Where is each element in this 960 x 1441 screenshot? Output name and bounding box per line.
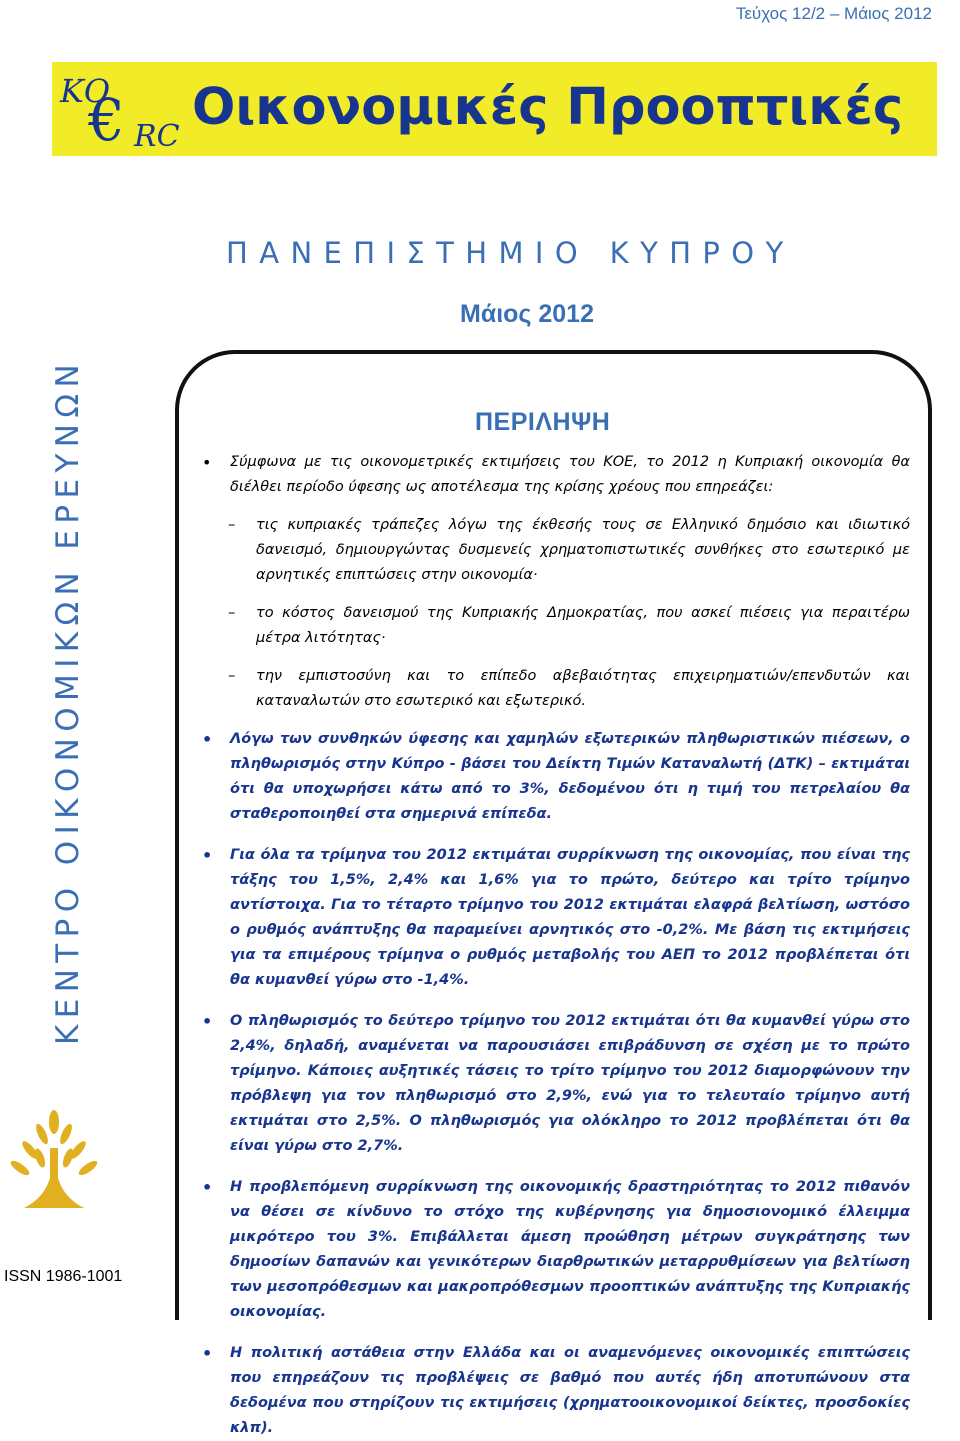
issn-number: ISSN 1986-1001 xyxy=(4,1268,123,1285)
bullet-item: • Για όλα τα τρίμηνα του 2012 εκτιμάται συρρίκνωση της οικονομίας, που είναι της τάξης του 1,5%, 2,4% και 1,6% για το πρώτο, δεύτερο και τρίτο τρίμηνο αντίστοιχα. Για το τέταρτο τρίμηνο του 2012 εκτιμάται ελαφρά βελτίωση, ωστόσο ο ρυθμός ανάπτυξης θα παραμείνει αρνητικός στο -0,2%. Με βάση τις εκτιμήσεις για τα επιμέρους τρίμηνα ο ρυθμός μεταβολής του ΑΕΠ το 2012 προβλέπεται ότι θα κυμανθεί γύρω στο -1,4%. xyxy=(200,843,910,993)
issue-label: Τεύχος 12/2 – Μάιος 2012 xyxy=(735,4,932,23)
university-name: ΠΑΝΕΠΙΣΤΗΜΙΟ ΚΥΠΡΟΥ xyxy=(226,236,795,270)
summary-intro: • Σύμφωνα με τις οικονομετρικές εκτιμήσεις του ΚΟΕ, το 2012 η Κυπριακή οικονομία θα διέλθει περίοδο ύφεσης ως αποτέλεσμα της κρίσης χρέους που επηρεάζει: xyxy=(200,450,910,500)
dash-item: – το κόστος δανεισμού της Κυπριακής Δημοκρατίας, που ασκεί πιέσεις για περαιτέρω μέτρα λιτότητας· xyxy=(200,601,910,651)
svg-text:ΚΟ: ΚΟ xyxy=(60,72,111,110)
publication-title: Οικονομικές Προοπτικές xyxy=(192,78,904,137)
svg-text:RC: RC xyxy=(134,119,180,154)
svg-text:€: € xyxy=(88,86,125,154)
summary-content xyxy=(200,450,910,1441)
bullet-item: • Λόγω των συνθηκών ύφεσης και χαμηλών εξωτερικών πληθωριστικών πιέσεων, ο πληθωρισμός στην Κύπρο - βάσει του Δείκτη Τιμών Καταναλωτή (ΔΤΚ) – εκτιμάται ότι θα υποχωρήσει κάτω από το 3%, δεδομένου ότι η τιμή του πετρελαίου θα σταθεροποιηθεί στα σημερινά επίπεδα. xyxy=(200,727,910,827)
bullet-item: • Ο πληθωρισμός το δεύτερο τρίμηνο του 2012 εκτιμάται ότι θα κυμανθεί γύρω στο 2,4%, δηλαδή, αναμένεται να παρουσιάσει επιβράδυνση σε σχέση με το πρώτο τρίμηνο. Κάποιες αυξητικές τάσεις το τρίτο τρίμηνο του 2012 διαμορφώνουν την πρόβλεψη για τον πληθωρισμό στο 2,9%, ενώ για το τελευταίο τρίμηνο αυτή εκτιμάται στο 2,5%. Ο πληθωρισμός για ολόκληρο το 2012 προβλέπεται ότι θα είναι γύρω στο 2,7%. xyxy=(200,1009,910,1159)
university-emblem-icon xyxy=(4,1108,104,1216)
summary-heading: ΠΕΡΙΛΗΨΗ xyxy=(475,408,611,436)
issue-month: Μάιος 2012 xyxy=(460,300,594,328)
dash-item: – την εμπιστοσύνη και το επίπεδο αβεβαιότητας επιχειρηματιών/επενδυτών και καταναλωτών στο εσωτερικό και εξωτερικό. xyxy=(200,664,910,714)
dash-item: – τις κυπριακές τράπεζες λόγω της έκθεσής τους σε Ελληνικό δημόσιο και ιδιωτικό δανεισμό, δημιουργώντας δυσμενείς χρηματοπιστωτικές συνθήκες στο εσωτερικό με αρνητικές επιπτώσεις στην οικονομία· xyxy=(200,513,910,588)
bullet-item: • Η πολιτική αστάθεια στην Ελλάδα και οι αναμενόμενες οικονομικές επιπτώσεις που επηρεάζουν τις προβλέψεις σε βαθμό που αυτές ήδη αποτυπώνουν στα δεδομένα που στηρίζουν τις εκτιμήσεις (χρηματοοικονομικοί δείκτες, προσδοκίες κλπ). xyxy=(200,1341,910,1441)
header-banner xyxy=(52,62,937,156)
research-centre-vertical-title: ΚΕΝΤΡΟ ΟΙΚΟΝΟΜΙΚΩΝ ΕΡΕΥΝΩΝ xyxy=(50,357,86,1045)
koerc-logo xyxy=(52,62,187,156)
bullet-item: • Η προβλεπόμενη συρρίκνωση της οικονομικής δραστηριότητας το 2012 πιθανόν να θέσει σε κίνδυνο το στόχο της κυβέρνησης για δημοσιονομικό έλλειμμα μικρότερο του 3%. Επιβάλλεται άμεση προώθηση μέτρων συγκράτησης των δημοσίων δαπανών και γενικότερων διαρθρωτικών μεταρρυθμίσεων για βελτίωση των μεσοπρόθεσμων και μακροπρόθεσμων προοπτικών ανάπτυξης της Κυπριακής οικονομίας. xyxy=(200,1175,910,1325)
